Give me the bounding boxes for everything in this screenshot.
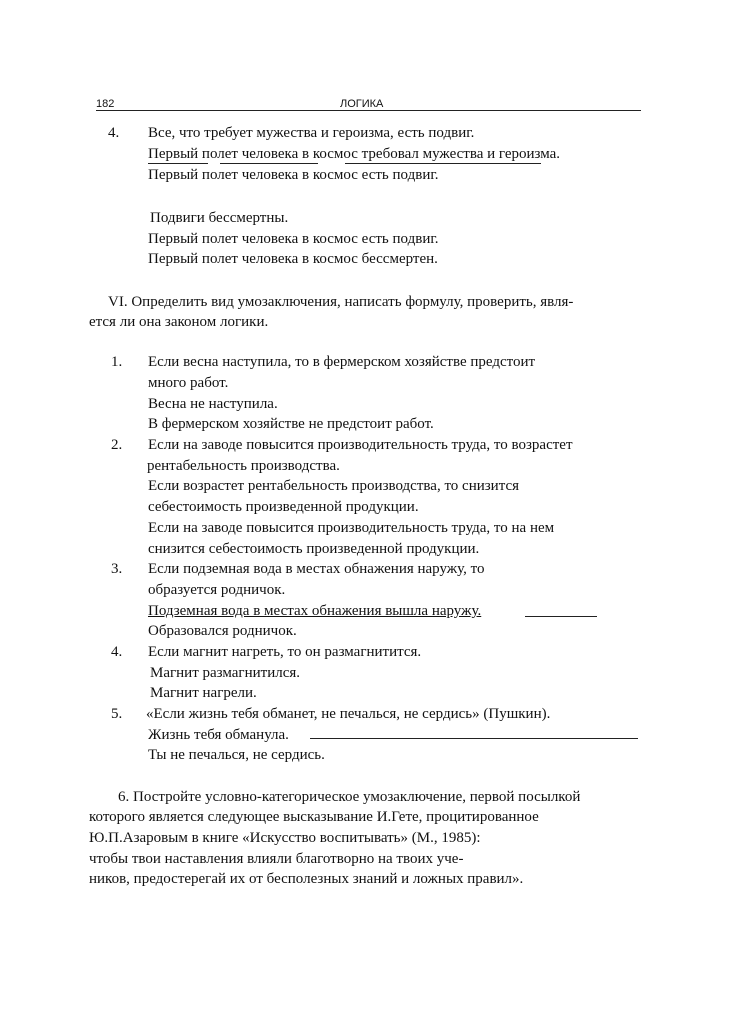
exercise1-line: много работ. <box>148 375 229 391</box>
exercise3-line: Если подземная вода в местах обнажения наружу, то <box>148 561 485 577</box>
exercise2-line: Если на заводе повысится производительность труда, то на нем <box>148 520 555 536</box>
underline-mark <box>345 163 541 164</box>
exercise1-line: Если весна наступила, то в фермерском хозяйстве предстоит <box>148 354 536 370</box>
header-rule <box>96 110 641 111</box>
exercise4-line: Магнит размагнитился. <box>150 665 301 681</box>
exercise3-line: образуется родничок. <box>148 582 286 598</box>
page-number: 182 <box>96 98 115 110</box>
exercise5-line: «Если жизнь тебя обманет, не печалься, не сердись» (Пушкин). <box>146 706 551 722</box>
exercise6-text: чтобы твои наставления влияли благотворно на твоих уче- <box>89 851 464 867</box>
task6-text-cont: ется ли она законом логики. <box>89 314 269 330</box>
underline-mark <box>525 616 597 617</box>
exercise2-line: снизится себестоимость произведенной продукции. <box>148 541 480 557</box>
exercise3-line: Образовался родничок. <box>148 623 297 639</box>
item4-premise2: Первый полет человека в космос требовал мужества и героизма. <box>148 146 561 162</box>
exercise5-line: Ты не печалься, не сердись. <box>148 747 325 763</box>
item4-number: 4. <box>108 125 120 141</box>
exercise6-text: которого является следующее высказывание И.Гете, процитированное <box>89 809 539 825</box>
running-title: ЛОГИКА <box>340 98 384 110</box>
underline-mark <box>220 163 318 164</box>
exercise6-text: ников, предостерегай их от бесполезных знаний и ложных правил». <box>89 871 524 887</box>
underline-mark <box>148 163 208 164</box>
exercise4-line: Магнит нагрели. <box>150 685 257 701</box>
task6-text: VI. Определить вид умозаключения, написать формулу, проверить, явля- <box>108 294 574 310</box>
exercise6-text: 6. Постройте условно-категорическое умозаключение, первой посылкой <box>118 789 581 805</box>
exercise2-line: рентабельность производства. <box>147 458 340 474</box>
item4-conclusion1: Первый полет человека в космос есть подвиг. <box>148 167 439 183</box>
exercise2-number: 2. <box>111 437 123 453</box>
exercise1-line: Весна не наступила. <box>148 396 278 412</box>
exercise1-number: 1. <box>111 354 123 370</box>
exercise3-line: Подземная вода в местах обнажения вышла наружу. <box>148 603 482 619</box>
exercise5-line: Жизнь тебя обманула. <box>148 727 289 743</box>
item4-premise1: Все, что требует мужества и героизма, есть подвиг. <box>148 125 475 141</box>
exercise2-line: Если на заводе повысится производительность труда, то возрастет <box>148 437 573 453</box>
exercise2-line: себестоимость произведенной продукции. <box>148 499 419 515</box>
exercise6-text: Ю.П.Азаровым в книге «Искусство воспитывать» (М., 1985): <box>89 830 481 846</box>
underline-mark <box>310 738 638 739</box>
item4-premise4: Первый полет человека в космос есть подвиг. <box>148 231 439 247</box>
item4-premise3: Подвиги бессмертны. <box>150 210 289 226</box>
item4-conclusion2: Первый полет человека в космос бессмертен. <box>148 251 438 267</box>
exercise3-number: 3. <box>111 561 123 577</box>
exercise1-line: В фермерском хозяйстве не предстоит работ. <box>148 416 434 432</box>
exercise2-line: Если возрастет рентабельность производства, то снизится <box>148 478 520 494</box>
exercise4-line: Если магнит нагреть, то он размагнитится. <box>148 644 422 660</box>
exercise4-number: 4. <box>111 644 123 660</box>
exercise5-number: 5. <box>111 706 123 722</box>
